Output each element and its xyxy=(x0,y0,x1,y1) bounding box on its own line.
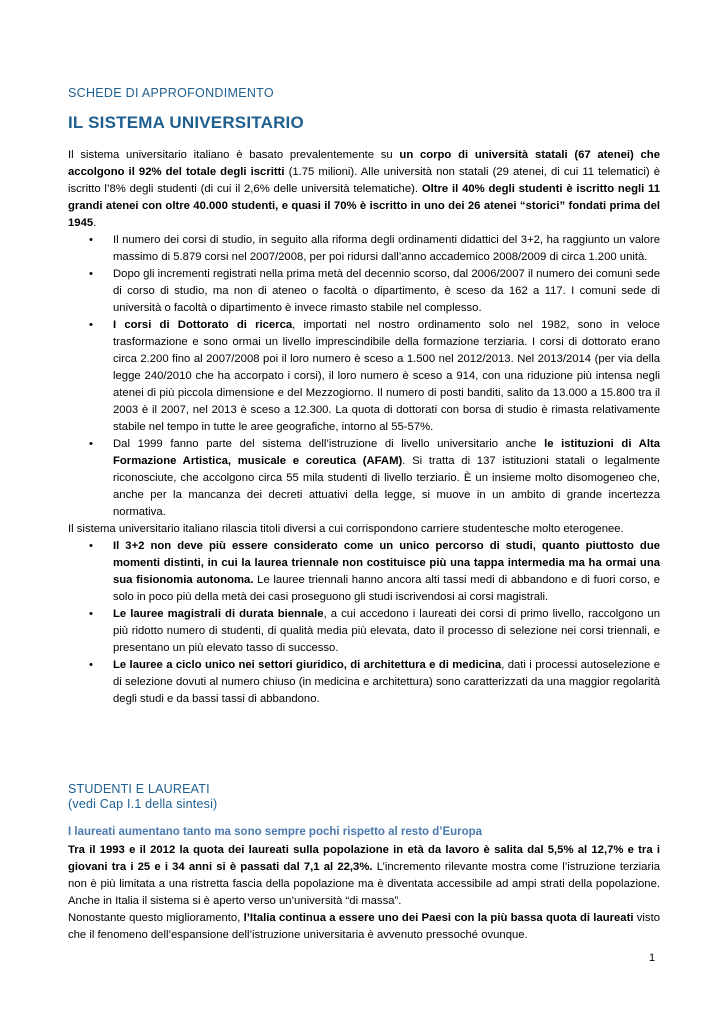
subsection-heading: I laureati aumentano tanto ma sono sempre pochi rispetto al resto d’Europa xyxy=(68,826,483,838)
section-paragraph-2 xyxy=(68,910,660,944)
page-number: 1 xyxy=(649,952,656,964)
list-item xyxy=(113,606,660,657)
paragraph-bold: l’Italia continua a essere uno dei Paesi con la più bassa quota di laureati xyxy=(243,912,634,924)
paragraph-text: L’incremento rilevante mostra come l’istruzione terziaria non è più limitata a una ristretta fascia della popolazione ma è diventata accessibile ad ampi strati della popolazione. Anche in Italia il sistema si è aperto verso un’università “di massa”. xyxy=(68,861,660,907)
list-item xyxy=(113,657,660,708)
intro-text-2: (1.75 milioni). Alle università non statali (29 atenei, di cui 11 telematici) è iscritto l’8% degli studenti (di cui il 2,6% delle università telematiche). xyxy=(68,166,660,195)
bullet-text: Le lauree triennali hanno ancora alti tassi medi di abbandono e di fuori corso, e solo in poco più della metà dei casi proseguono gli studi iscrivendosi ai corsi magistrali. xyxy=(113,574,660,603)
middle-paragraph: Il sistema universitario italiano rilascia titoli diversi a cui corrispondono carriere studentesche molto eterogenee. xyxy=(68,523,624,535)
paragraph-text: visto che il fenomeno dell’espansione dell’istruzione universitaria è avvenuto pressoché ovunque. xyxy=(68,912,660,941)
section-body xyxy=(68,842,660,944)
bullet-list-2 xyxy=(68,538,660,708)
bullet-bold: Le lauree magistrali di durata biennale xyxy=(113,608,324,620)
list-item xyxy=(113,266,660,317)
section-heading xyxy=(68,782,217,812)
intro-paragraph xyxy=(68,147,660,232)
intro-text-1: Il sistema universitario italiano è basato prevalentemente su xyxy=(68,149,400,161)
bullet-bold: I corsi di Dottorato di ricerca xyxy=(113,319,293,331)
list-item xyxy=(113,317,660,436)
paragraph-bold: Tra il 1993 e il 2012 la quota dei laureati sulla popolazione in età da lavoro è salita dal 5,5% al 12,7% e tra i giovani tra i 25 e i 34 anni si è passati dal 7,1 al 22,3%. xyxy=(68,844,660,873)
section-subtitle: (vedi Cap I.1 della sintesi) xyxy=(68,797,218,811)
paragraph-text: Nonostante questo miglioramento, xyxy=(68,912,244,924)
section-paragraph-1 xyxy=(68,842,660,910)
bullet-text: Dopo gli incrementi registrati nella prima metà del decennio scorso, dal 2006/2007 il numero dei comuni sede di corso di studio, ma non di ateneo o facoltà o dipartimento, è sceso da 162 a 117. I comuni sede di università o facoltà o dipartimento è invece rimasto stabile nel complesso. xyxy=(113,268,660,314)
bullet-text: , dati i processi autoselezione e di selezione dovuti al numero chiuso (in medicina e architettura) sono caratterizzati da una maggior regolarità degli studi e da bassi tassi di abbandono. xyxy=(113,659,660,705)
main-body xyxy=(68,147,660,708)
bullet-text: Il numero dei corsi di studio, in seguito alla riforma degli ordinamenti didattici del 3+2, ha raggiunto un valore massimo di 5.879 corsi nel 2007/2008, per poi ridursi dall’anno accademico 2008/2009 di circa 1.200 unità. xyxy=(113,234,660,263)
bullet-bold: Il 3+2 non deve più essere considerato come un unico percorso di studi, quanto piuttosto due momenti distinti, in cui la laurea triennale non costituisce più una tappa intermedia ma ha ormai una sua fisionomia autonoma. xyxy=(113,540,660,586)
list-item xyxy=(113,436,660,521)
page-title: IL SISTEMA UNIVERSITARIO xyxy=(68,113,304,132)
section-kicker: SCHEDE DI APPROFONDIMENTO xyxy=(68,86,274,100)
bullet-text: , a cui accedono i laureati dei corsi di primo livello, raccolgono un più ridotto numero di studenti, di qualità media più elevata, dato il processo di selezione nei corsi triennali, e presentano un più elevato tasso di successo. xyxy=(113,608,660,654)
intro-bold-2: Oltre il 40% degli studenti è iscritto negli 11 grandi atenei con oltre 40.000 studenti, e quasi il 70% è iscritto in uno dei 26 atenei “storici” fondati prima del 1945 xyxy=(68,183,660,229)
bullet-bold: le istituzioni di Alta Formazione Artistica, musicale e coreutica (AFAM) xyxy=(113,438,661,467)
bullet-bold: Le lauree a ciclo unico nei settori giuridico, di architettura e di medicina xyxy=(113,659,502,671)
section-title: STUDENTI E LAUREATI xyxy=(68,782,210,796)
intro-bold-1: un corpo di università statali (67 atenei) che accolgono il 92% del totale degli iscritti xyxy=(68,149,660,178)
bullet-text: . Si tratta di 137 istituzioni statali o legalmente riconosciute, che accolgono circa 55 mila studenti di livello terziario. È un insieme molto disomogeneo che, anche per la mancanza dei decreti attuativi della legge, si muove in un ambito di grande incertezza normativa. xyxy=(113,455,660,518)
bullet-text: Dal 1999 fanno parte del sistema dell’istruzione di livello universitario anche xyxy=(113,438,545,450)
intro-text-3: . xyxy=(93,217,97,229)
list-item xyxy=(113,538,660,606)
bullet-text: , importati nel nostro ordinamento solo nel 1982, sono in veloce trasformazione e sono ormai un livello imprescindibile della formazione terziaria. I corsi di dottorato erano circa 2.200 fino al 2007/2008 poi il loro numero è sceso a 1.500 nel 2012/2013. Nel 2013/2014 (per via della legge 240/2010 che ha accorpato i corsi), il loro numero è sceso a 914, con una riduzione più intensa negli atenei di più piccola dimensione e del Mezzogiorno. Il numero di posti banditi, salito da 13.000 a 15.800 tra il 2003 è il 2007, nel 2013 è sceso a 12.300. La quota di dottorati con borsa di studio è rimasta relativamente stabile nel tempo in tutte le aree geografiche, intorno al 55-57%. xyxy=(113,319,660,433)
list-item xyxy=(113,232,660,266)
bullet-list-1 xyxy=(68,232,660,521)
